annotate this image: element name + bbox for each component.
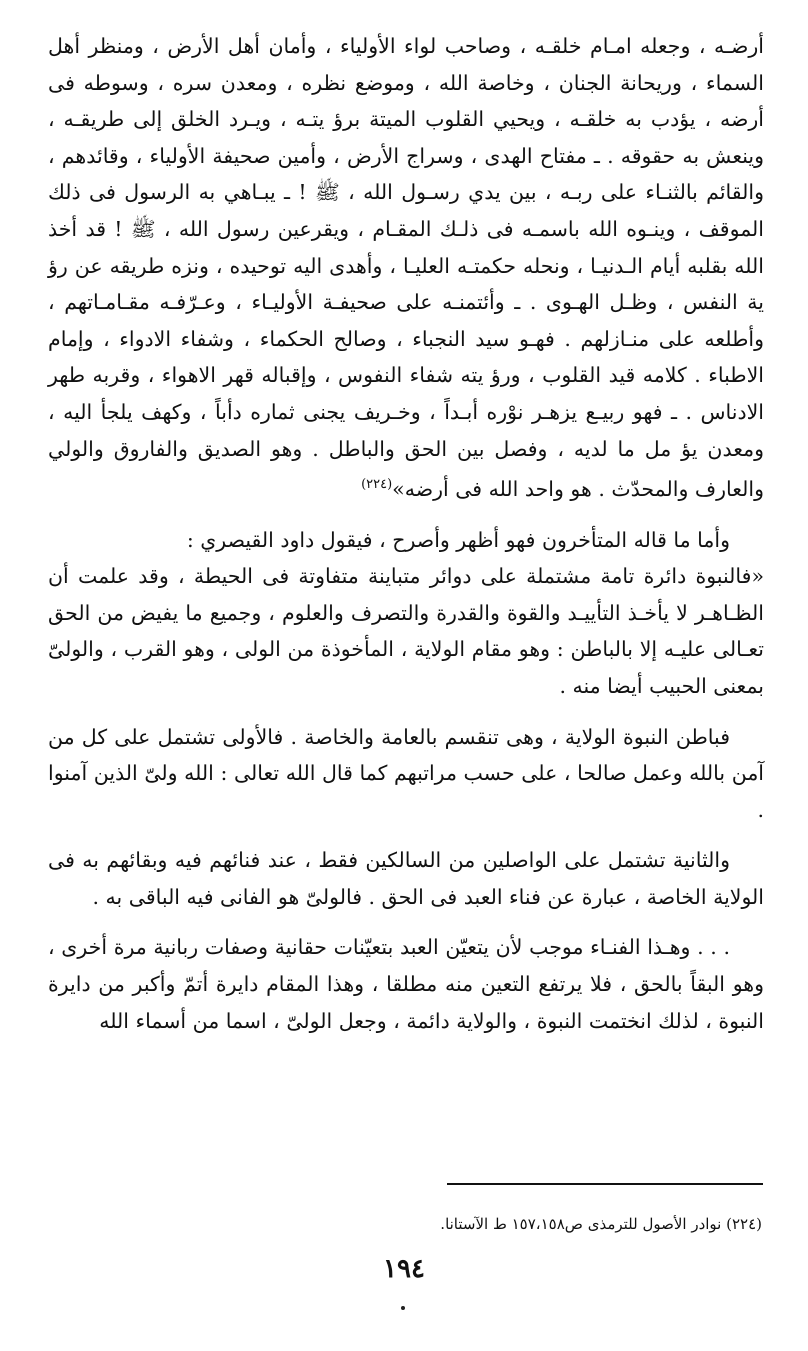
paragraph-1-text: أرضـه ، وجعله امـام خلقـه ، وصاحب لواء الأولياء ، وأمان أهل الأرض ، ومنظر أهل السماء ، وريحانة الجنان ، وخاصة الله ، وموضع نظره ، ومعدن سره ، وسوطه فى أرضه ، يؤدب به خلقـه ، ويحيي القلوب الميتة برؤ يتـه ، ويـرد الخلق إلى طريقـه ، وينعش به حقوقه . ـ مفتاح الهدى ، وسراج الأرض ، وأمين صحيفة الأولياء ، وقائدهم ، والقائم بالثنـاء على ربـه ، بين يدي رسـول الله ، ﷺ ! ـ يبـاهي به الرسول فى ذلك الموقف ، وينـوه الله باسمـه فى ذلـك المقـام ، ويقرعين رسول الله ، ﷺ ! قد أخذ الله بقلبه أيام الـدنيـا ، ونحله حكمتـه العليـا ، وأهدى اليه توحيده ، ونزه طريقه عن رؤ ية النفس ، وظـل الهـوى . ـ وأئتمنـه على صحيفـة الأوليـاء ، وعـرّفـه مقـامـاتهم ، وأطلعه على منـازلهم . فهـو سيد النجباء ، وصالح الحكماء ، وشفاء الادواء ، وإمام الاطباء . كلامه قيد القلوب ، ورؤ يته شفاء النفوس ، وإقباله قهر الاهواء ، وقربه طهر الادناس . ـ فهو ربيـع يزهـر نوْره أبـداً ، وخـريف يجنى ثماره دأباً ، وكهف يلجأ اليه ، ومعدن يؤ مل ما لديه ، وفصل بين الحق والباطل . وهو الصديق والفاروق والولي والعارف والمحدّث . هو واحد الله فى أرضه» <box>48 34 764 501</box>
page-dot <box>401 1306 405 1310</box>
paragraph-1 <box>48 28 764 508</box>
paragraph-4: فباطن النبوة الولاية ، وهى تنقسم بالعامة والخاصة . فالأولى تشتمل على كل من آمن بالله وعمل صالحا ، على حسب مراتبهم كما قال الله تعالى : الله ولىّ الذين آمنوا . <box>48 724 764 822</box>
page-number: ١٩٤ <box>383 1254 425 1284</box>
footnote: (٢٢٤) نوادر الأصول للترمذى ص١٥٧،١٥٨ ط الآستانا. <box>440 1215 762 1233</box>
paragraph-3: «فالنبوة دائرة تامة مشتملة على دوائر متباينة متفاوتة فى الحيطة ، وقد علمت أن الظـاهـر لا يأخـذ التأييـد والقوة والقدرة والتصرف والعلوم ، وجميع ما يفيض من الحق تعـالى عليـه إلا بالباطن : وهو مقام الولاية ، المأخوذة من الولى ، وهو القرب ، والولىّ بمعنى الحبيب أيضا منه . <box>48 564 764 698</box>
footnote-separator <box>447 1183 763 1185</box>
paragraph-5: والثانية تشتمل على الواصلين من السالكين فقط ، عند فنائهم فيه وبقائهم به فى الولاية الخاصة ، عبارة عن فناء العبد فى الحق . فالولىّ هو الفانى فيه الباقى به . <box>48 848 764 909</box>
body-text <box>48 28 764 1039</box>
paragraph-2: وأما ما قاله المتأخرون فهو أظهر وأصرح ، فيقول داود القيصري : <box>186 527 730 552</box>
footnote-reference: (٢٢٤) <box>361 477 393 493</box>
paragraph-6: . . . وهـذا الفنـاء موجب لأن يتعيّن العبد بتعيّنات حقانية وصفات ربانية مرة أخرى ، وهو البقاً بالحق ، فلا يرتفع التعين منه مطلقا ، وهذا المقام دايرة أتمّ وأكبر من دايرة النبوة ، لذلك انختمت النبوة ، والولاية دائمة ، وجعل الولىّ ، اسما من أسماء الله <box>48 935 764 1033</box>
